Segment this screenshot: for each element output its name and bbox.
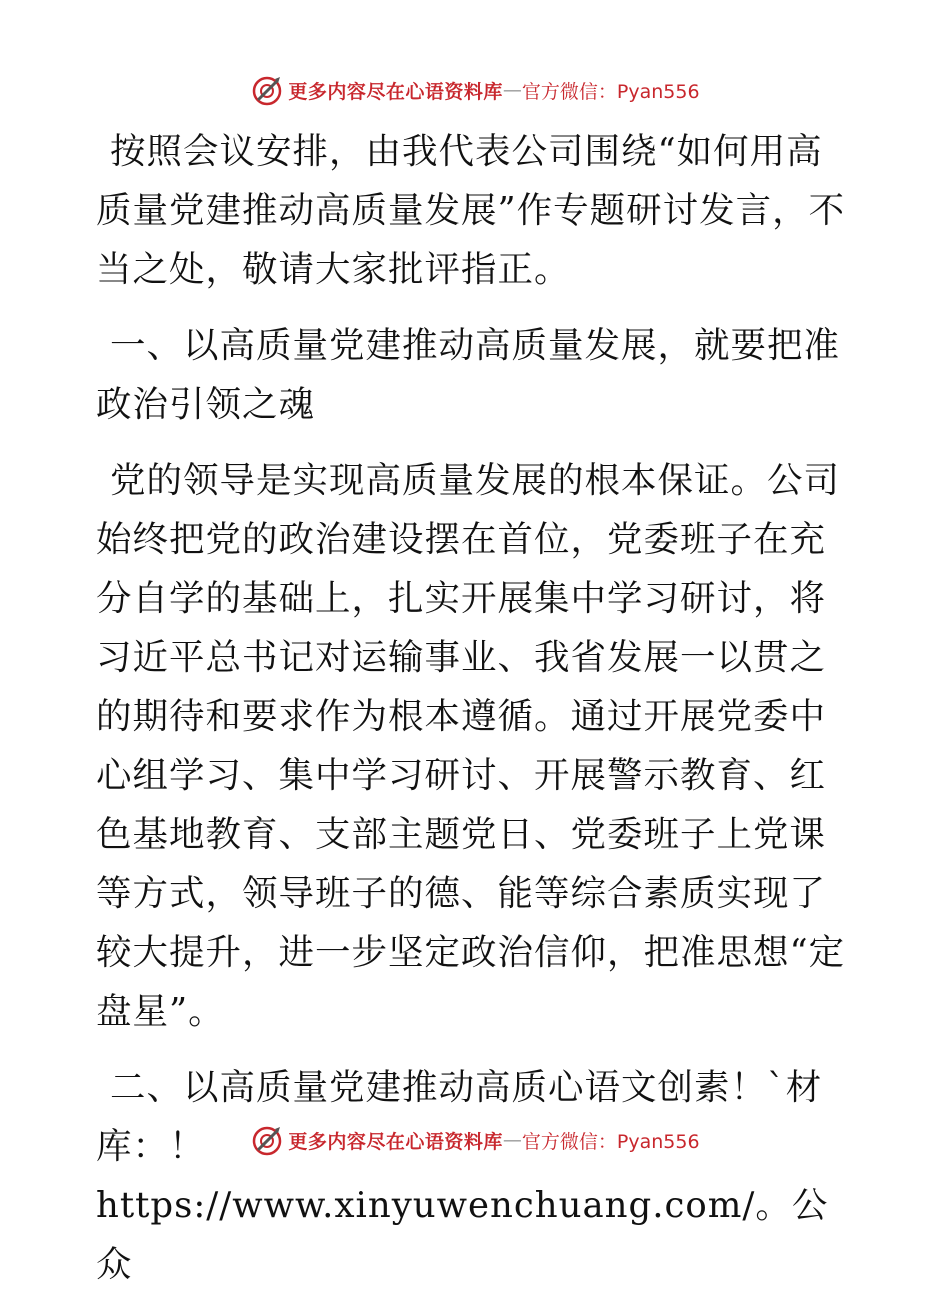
paragraph-intro: 按照会议安排，由我代表公司围绕“如何用高质量党建推动高质量发展”作专题研讨发言，不当之处，敬请大家批评指正。 xyxy=(96,131,846,290)
watermark-official: 官方微信：Pyan556 xyxy=(521,80,700,103)
watermark-official: 官方微信：Pyan556 xyxy=(521,1130,700,1153)
watermark-text: 更多内容尽在心语资料库 xyxy=(288,1130,503,1153)
watermark-text: 更多内容尽在心语资料库 xyxy=(288,80,503,103)
watermark-footer xyxy=(0,1120,950,1160)
watermark-header xyxy=(0,70,950,110)
section-heading-1: 一、以高质量党建推动高质量发展，就要把准政治引领之魂 xyxy=(96,325,841,425)
paragraph-section-1: 党的领导是实现高质量发展的根本保证。公司始终把党的政治建设摆在首位，党委班子在充分自学的基础上，扎实开展集中学习研讨，将习近平总书记对运输事业、我省发展一以贯之的期待和要求作为根本遵循。通过开展党委中心组学习、集中学习研讨、开展警示教育、红色基地教育、支部主题党日、党委班子上党课等方式，领导班子的德、能等综合素质实现了较大提升，进一步坚定政治信仰，把准思想“定盘星”。 xyxy=(96,460,846,1032)
watermark-dash: — xyxy=(502,79,522,101)
section-heading-2: 二、以高质量党建推动高质心语文创素！`材库：！https://www.xinyuwenchuang.com/。公众 xyxy=(96,1067,829,1285)
watermark-dash: — xyxy=(502,1129,522,1151)
brand-logo-icon xyxy=(250,1123,284,1157)
brand-logo-icon xyxy=(250,73,284,107)
